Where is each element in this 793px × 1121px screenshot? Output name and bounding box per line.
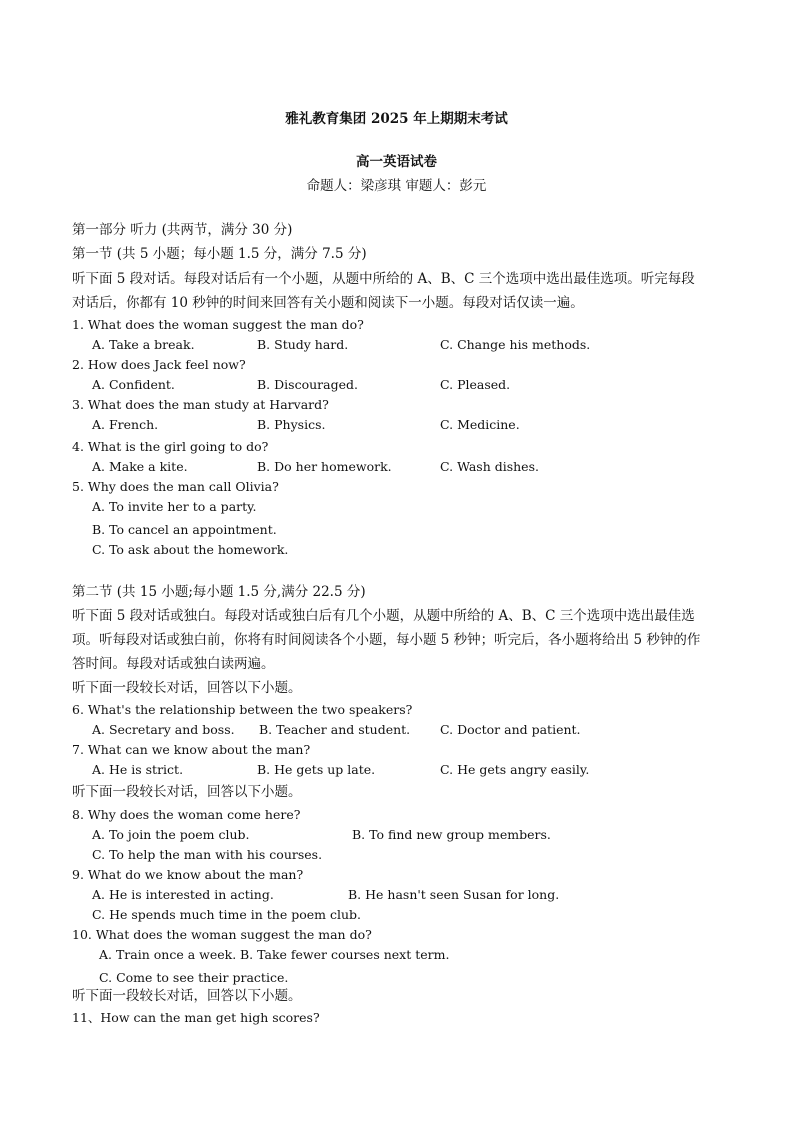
section2-instructions-line3: 答时间。每段对话或独白读两遍。 <box>72 656 275 672</box>
question-6-option-a: A. Secretary and boss. <box>92 722 235 737</box>
question-2-option-b: B. Discouraged. <box>257 377 358 392</box>
question-3-option-c: C. Medicine. <box>440 417 520 432</box>
question-8-option-a: A. To join the poem club. <box>92 827 250 842</box>
section2-instructions-line2: 项。听每段对话或独白前，你将有时间阅读各个小题，每小题 5 秒钟；听完后，各小题将给出 5 秒钟的作 <box>72 632 701 648</box>
question-11: 11、How can the man get high scores? <box>72 1010 320 1025</box>
question-7: 7. What can we know about the man? <box>72 742 311 757</box>
section2-instructions-line1: 听下面 5 段对话或独白。每段对话或独白后有几个小题，从题中所给的 A、B、C 三个选项中选出最佳选 <box>72 608 695 624</box>
section1-instructions-line2: 对话后，你都有 10 秒钟的时间来回答有关小题和阅读下一小题。每段对话仅读一遍。 <box>72 295 584 311</box>
question-5: 5. Why does the man call Olivia? <box>72 479 279 494</box>
question-7-option-a: A. He is strict. <box>92 762 184 777</box>
question-5-option-c: C. To ask about the homework. <box>92 542 289 557</box>
question-1-option-a: A. Take a break. <box>92 337 195 352</box>
question-4-option-b: B. Do her homework. <box>257 459 392 474</box>
question-1-option-c: C. Change his methods. <box>440 337 591 352</box>
question-10-option-a: A. Train once a week. <box>99 947 237 962</box>
question-8-option-b: B. To find new group members. <box>352 827 551 842</box>
question-8-option-c: C. To help the man with his courses. <box>92 847 323 862</box>
dialog-intro-2: 听下面一段较长对话，回答以下小题。 <box>72 784 302 800</box>
question-8: 8. Why does the woman come here? <box>72 807 301 822</box>
question-9-option-b: B. He hasn't seen Susan for long. <box>348 887 560 902</box>
question-6: 6. What's the relationship between the two speakers? <box>72 702 413 717</box>
question-7-option-c: C. He gets angry easily. <box>440 762 590 777</box>
question-9-option-a: A. He is interested in acting. <box>92 887 274 902</box>
question-2-option-c: C. Pleased. <box>440 377 511 392</box>
question-4-option-a: A. Make a kite. <box>92 459 188 474</box>
question-10-option-c: C. Come to see their practice. <box>99 970 289 985</box>
section1-instructions-line1: 听下面 5 段对话。每段对话后有一个小题，从题中所给的 A、B、C 三个选项中选出最佳选项。听完每段 <box>72 271 695 287</box>
question-6-option-c: C. Doctor and patient. <box>440 722 581 737</box>
question-9-option-c: C. He spends much time in the poem club. <box>92 907 362 922</box>
exam-authors: 命题人：梁彦琪 审题人：彭元 <box>306 178 487 194</box>
question-10-option-b: B. Take fewer courses next term. <box>240 947 450 962</box>
dialog-intro-3: 听下面一段较长对话，回答以下小题。 <box>72 988 302 1004</box>
question-3-option-b: B. Physics. <box>257 417 326 432</box>
question-4: 4. What is the girl going to do? <box>72 439 269 454</box>
question-3-option-a: A. French. <box>92 417 159 432</box>
question-1-option-b: B. Study hard. <box>257 337 349 352</box>
question-2-option-a: A. Confident. <box>92 377 175 392</box>
exam-subtitle: 高一英语试卷 <box>356 154 437 170</box>
exam-title: 雅礼教育集团 2025 年上期期末考试 <box>285 111 508 127</box>
question-5-option-a: A. To invite her to a party. <box>92 499 257 514</box>
question-4-option-c: C. Wash dishes. <box>440 459 539 474</box>
question-5-option-b: B. To cancel an appointment. <box>92 522 277 537</box>
part1-heading: 第一部分 听力 (共两节，满分 30 分) <box>72 222 293 238</box>
question-6-option-b: B. Teacher and student. <box>259 722 411 737</box>
question-3: 3. What does the man study at Harvard? <box>72 397 329 412</box>
question-7-option-b: B. He gets up late. <box>257 762 376 777</box>
dialog-intro-1: 听下面一段较长对话，回答以下小题。 <box>72 680 302 696</box>
section2-heading: 第二节 (共 15 小题;每小题 1.5 分,满分 22.5 分) <box>72 584 366 600</box>
section1-heading: 第一节 (共 5 小题；每小题 1.5 分，满分 7.5 分) <box>72 246 367 262</box>
question-10: 10. What does the woman suggest the man do? <box>72 927 372 942</box>
question-1: 1. What does the woman suggest the man do? <box>72 317 364 332</box>
question-9: 9. What do we know about the man? <box>72 867 304 882</box>
question-2: 2. How does Jack feel now? <box>72 357 246 372</box>
